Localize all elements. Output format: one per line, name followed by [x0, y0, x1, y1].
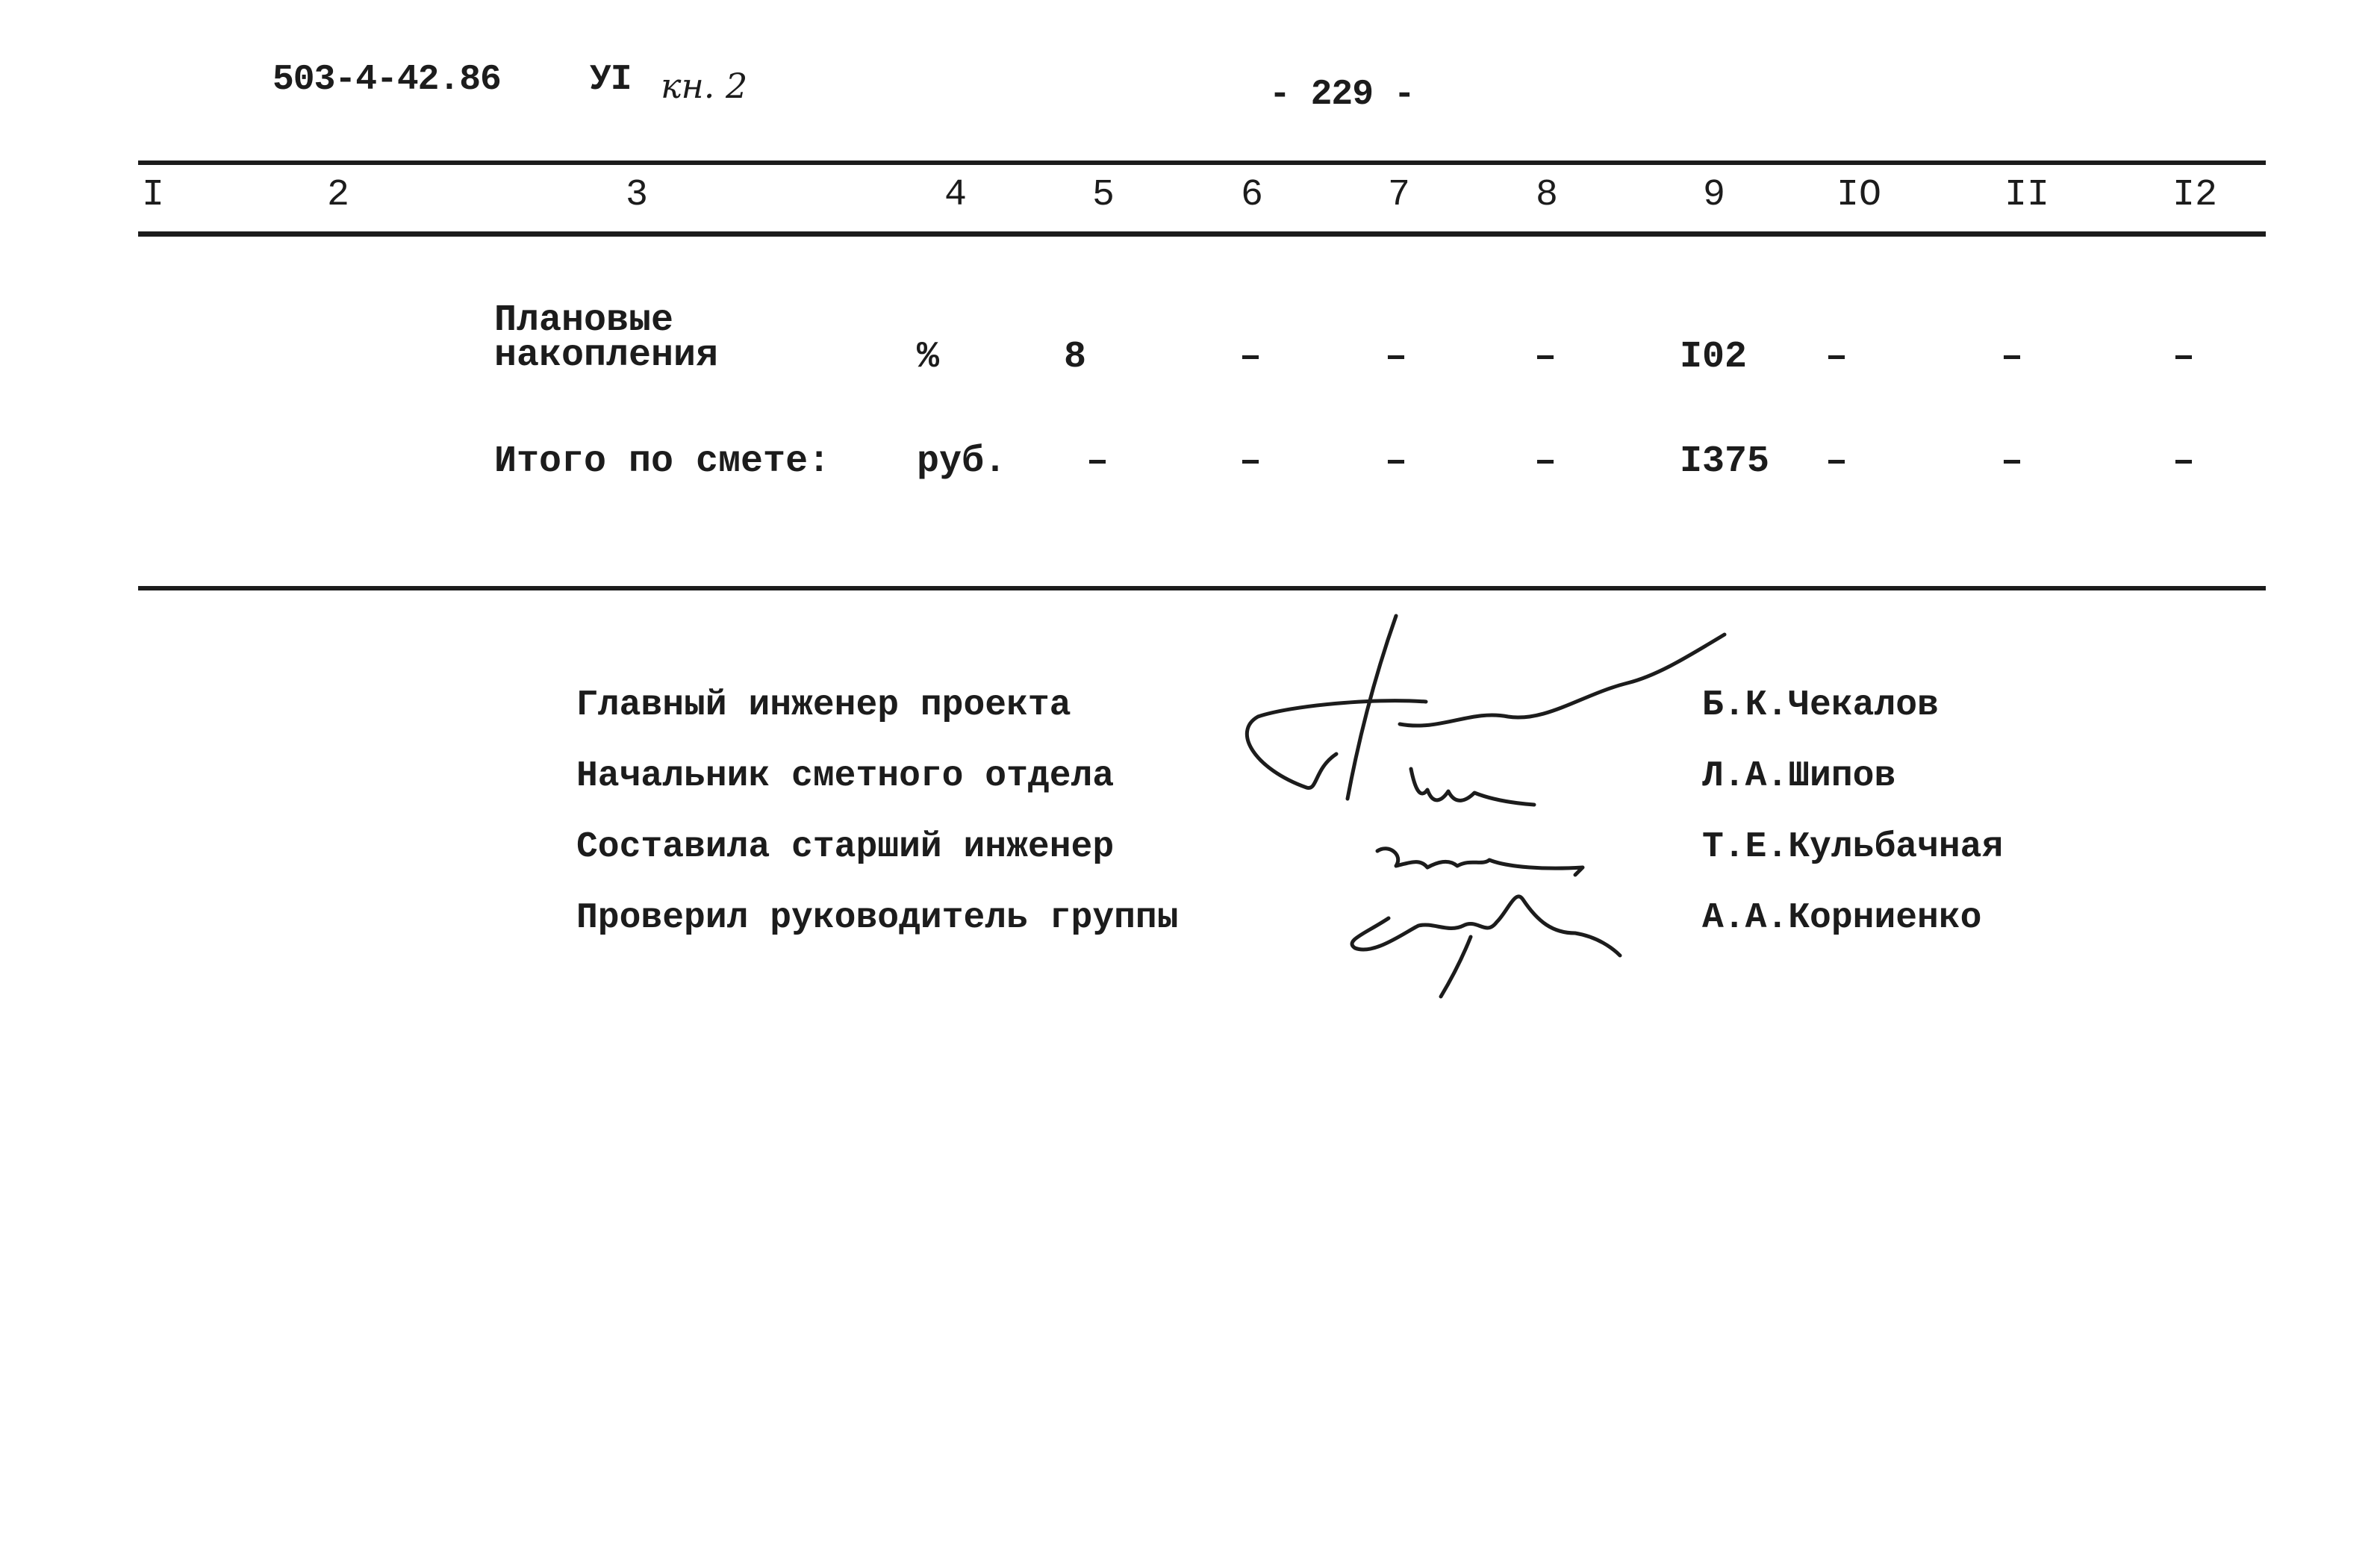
table-cell: –	[1239, 440, 1262, 483]
table-cell: –	[1384, 440, 1407, 483]
handwritten-signatures	[1224, 605, 1747, 1008]
table-cell: –	[1533, 336, 1557, 378]
signature-mark	[1377, 849, 1583, 875]
table-bottom-rule	[138, 586, 2266, 590]
column-number: I	[141, 174, 164, 216]
table-cell: I02	[1680, 336, 1748, 378]
column-number: 4	[944, 174, 967, 216]
volume-number: УI	[590, 60, 632, 100]
column-number: 2	[326, 174, 349, 216]
column-number: 5	[1091, 174, 1115, 216]
column-number: 7	[1387, 174, 1410, 216]
table-top-rule	[138, 160, 2266, 165]
column-number: 8	[1535, 174, 1558, 216]
page-number: - 229 -	[1269, 75, 1415, 115]
signatory-name: Л.А.Шипов	[1702, 756, 1896, 797]
table-cell: –	[2000, 440, 2023, 483]
table-cell: –	[1825, 440, 1848, 483]
column-number: 6	[1240, 174, 1263, 216]
signatory-role: Составила старший инженер	[576, 827, 1115, 867]
column-header-rule	[138, 231, 2266, 237]
table-cell: –	[2172, 336, 2195, 378]
table-cell: –	[1825, 336, 1848, 378]
column-number: 3	[625, 174, 648, 216]
document-code: 503-4-42.86	[272, 60, 501, 100]
signature-mark	[1348, 616, 1396, 799]
column-number: IO	[1836, 174, 1881, 216]
signature-mark	[1247, 701, 1426, 788]
signature-mark	[1441, 937, 1471, 997]
column-number: II	[2004, 174, 2049, 216]
table-cell: I375	[1680, 440, 1770, 483]
table-cell: –	[1085, 440, 1109, 483]
signature-mark	[1352, 897, 1620, 956]
signatory-name: А.А.Корниенко	[1702, 898, 1982, 938]
row-name: накопления	[494, 334, 719, 377]
signatory-name: Т.Е.Кульбачная	[1702, 827, 2004, 867]
signature-mark	[1411, 769, 1534, 805]
row-name: Итого по смете:	[494, 440, 831, 483]
table-cell: –	[1533, 440, 1557, 483]
signatory-role: Главный инженер проекта	[576, 685, 1071, 726]
column-number: 9	[1702, 174, 1725, 216]
signature-mark	[1400, 635, 1725, 726]
signatory-name: Б.К.Чекалов	[1702, 685, 1939, 726]
row-unit: %	[917, 336, 940, 378]
row-name: Плановые	[494, 299, 674, 342]
table-cell: 8	[1064, 336, 1087, 378]
signatory-role: Начальник сметного отдела	[576, 756, 1115, 797]
column-number: I2	[2172, 174, 2217, 216]
signatory-role: Проверил руководитель группы	[576, 898, 1179, 938]
table-cell: –	[1384, 336, 1407, 378]
table-cell: –	[2000, 336, 2023, 378]
book-number: кн. 2	[661, 66, 748, 106]
table-cell: –	[1239, 336, 1262, 378]
row-unit: руб.	[917, 440, 1007, 483]
table-cell: –	[2172, 440, 2195, 483]
